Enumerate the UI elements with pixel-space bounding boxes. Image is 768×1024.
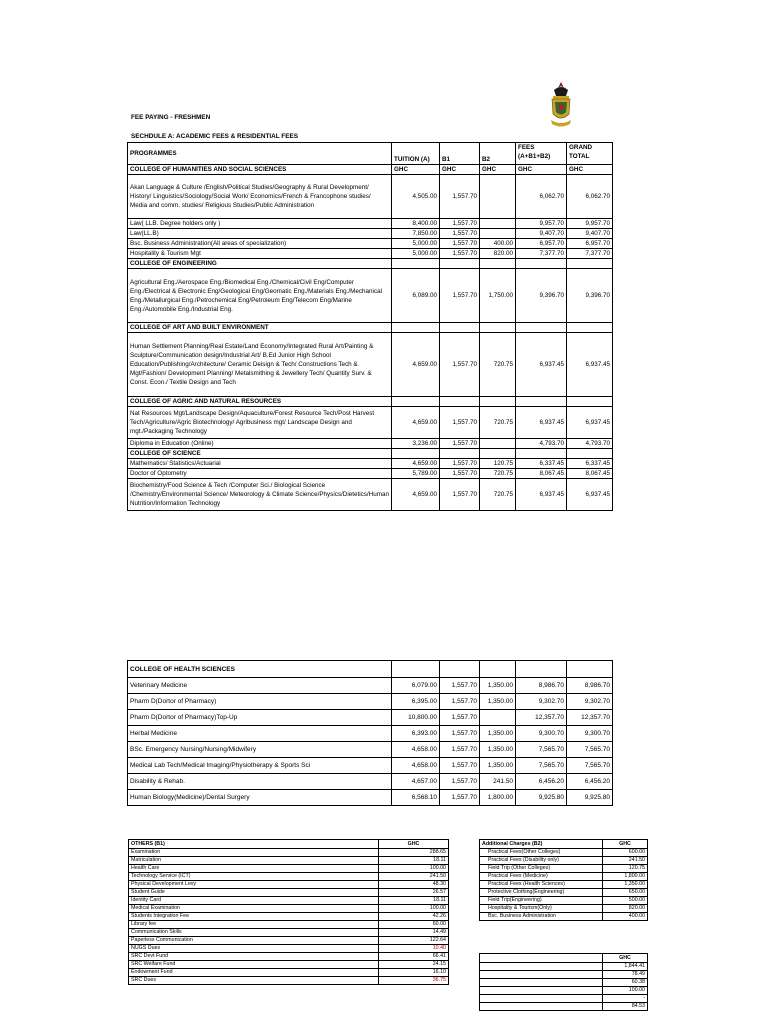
b2-value: 1,350.00 [480,678,516,694]
b1-value: 1,557.70 [440,459,480,469]
item-name [480,971,603,979]
b1-value: 1,557.70 [440,774,480,790]
grand-total-value: 9,407.70 [567,229,613,239]
item-name: NUGS Dues [129,945,379,953]
list-item [129,937,449,945]
list-item [129,921,449,929]
item-value: 100.00 [379,865,449,873]
college-section-title: COLLEGE OF ENGINEERING [128,259,392,269]
grand-total-value: 7,565.70 [567,758,613,774]
fees-value: 6,337.45 [516,459,567,469]
grand-total-value: 6,937.45 [567,407,613,439]
item-name: Practical Fees (Disability only) [480,857,603,865]
college-humanities-title: COLLEGE OF HUMANITIES AND SOCIAL SCIENCES [128,165,392,175]
item-name [480,995,603,1003]
b1-value: 1,557.70 [440,742,480,758]
b2-value: 1,350.00 [480,726,516,742]
list-item [480,889,648,897]
ghc-label: GHC [480,165,516,175]
table-row [128,710,613,726]
health-sciences-table [127,660,613,806]
item-value: 1,844.41 [603,963,648,971]
table-row [128,219,613,229]
tuition-value: 4,659.00 [392,459,440,469]
tuition-value: 6,079.00 [392,678,440,694]
ghc-label: GHC [440,165,480,175]
item-value: - [603,995,648,1003]
table-row [128,459,613,469]
programme-name: Akan Language & Culture /English/Political Studies/Geography & Rural Development/ History/ Linguistics/Sociology/Social Work/ Economics/French & Francophone studies/ Media and comm. studies/ Religious Studies/Public Administration [128,175,392,219]
b1-value: 1,557.70 [440,710,480,726]
b1-value: 1,557.70 [440,469,480,479]
item-name [480,979,603,987]
item-name: Practical Fees (Health Sciences) [480,881,603,889]
college-header-row [128,165,613,175]
grand-total-value: 4,793.70 [567,439,613,449]
item-name: Field Trip(Engineering) [480,897,603,905]
summary-ghc: GHC [603,954,648,963]
item-name: Medical Examination [129,905,379,913]
item-name: Identity Card [129,897,379,905]
tuition-value: 6,568.10 [392,790,440,806]
list-item [129,977,449,985]
list-item [129,929,449,937]
item-name: Endowment Fund [129,969,379,977]
grand-total-value: 8,067.45 [567,469,613,479]
programme-name: Human Settlement Planning/Real Estate/Land Economy/Integrated Rural Art/Painting & Sculpture/Communication design/Industrial Art/ B.Ed Junior High School Education/Publishing/Architecture/ Ceramic Deisign & Tech/ Constructions Tech & Mgt/Fashion/ Development Planning/ Metalsmithing & Jewellery Tech/ Quantity Surv. & Const. Econ./ Textile Design and Tech [128,333,392,397]
item-name: Students Integration Fee [129,913,379,921]
college-section-title: COLLEGE OF ART AND BUILT ENVIRONMENT [128,323,392,333]
document-title: FEE PAYING - FRESHMEN [131,114,211,121]
list-item [480,987,648,995]
item-name: Practical Fees(Other Colleges) [480,849,603,857]
table-row [128,239,613,249]
b1-value: 1,557.70 [440,439,480,449]
grand-total-value: 6,957.70 [567,239,613,249]
b1-value: 1,557.70 [440,269,480,323]
others-header-row [129,840,449,849]
college-section-title: COLLEGE OF AGRIC AND NATURAL RESOURCES [128,397,392,407]
others-ghc: GHC [379,840,449,849]
item-value: 820.00 [603,905,648,913]
b2-value: 1,350.00 [480,694,516,710]
list-item [480,857,648,865]
table-row [128,790,613,806]
grand-total-value: 12,357.70 [567,710,613,726]
grand-total-value: 7,565.70 [567,742,613,758]
b1-value: 1,557.70 [440,407,480,439]
fees-value: 12,357.70 [516,710,567,726]
item-name: Examination [129,849,379,857]
programme-name: Medical Lab Tech/Medical Imaging/Physiotherapy & Sports Sci [128,758,392,774]
fees-value: 7,565.70 [516,758,567,774]
item-value: 24.15 [379,961,449,969]
list-item [129,897,449,905]
item-value: 66.41 [379,953,449,961]
b2-value: 820.00 [480,249,516,259]
programme-name: Human Biology(Medicine)/Dental Surgery [128,790,392,806]
grand-total-value: 8,986.70 [567,678,613,694]
b2-value: 400.00 [480,239,516,249]
b1-value: 1,557.70 [440,479,480,511]
fees-value: 8,067.45 [516,469,567,479]
item-value: 18.11 [379,857,449,865]
fees-value: 9,957.70 [516,219,567,229]
b2-value [480,229,516,239]
additional-charges-table [479,839,648,921]
tuition-value: 6,393.00 [392,726,440,742]
header-tuition: TUITION (A) [392,143,440,165]
item-value: 1,350.00 [603,881,648,889]
item-value: 14.49 [379,929,449,937]
grand-total-value: 9,957.70 [567,219,613,229]
fees-value: 6,456.20 [516,774,567,790]
health-header-row [128,661,613,678]
tuition-value: 4,659.00 [392,333,440,397]
programme-name: Veterinary Medicine [128,678,392,694]
b1-value: 1,557.70 [440,694,480,710]
item-value: 16.10 [379,969,449,977]
list-item [480,897,648,905]
tuition-value: 4,658.00 [392,742,440,758]
fees-value: 9,300.70 [516,726,567,742]
list-item [129,873,449,881]
grand-total-value: 7,377.70 [567,249,613,259]
item-value: 48.30 [379,881,449,889]
schedule-title: SECHDULE A: ACADEMIC FEES & RESIDENTIAL FEES [131,133,298,140]
list-item [480,995,648,1003]
table-row [128,726,613,742]
tuition-value: 6,395.00 [392,694,440,710]
fees-value: 9,302.70 [516,694,567,710]
header-b2: B2 [480,143,516,165]
tuition-value: 4,659.00 [392,479,440,511]
item-name: Hospitality & Tourism(Only) [480,905,603,913]
table-row [128,175,613,219]
list-item [480,905,648,913]
item-value: 241.50 [603,857,648,865]
table-row [128,694,613,710]
item-value: 500.00 [603,897,648,905]
programme-name: Bsc. Business Administration(All areas of specialization) [128,239,392,249]
fees-value: 6,957.70 [516,239,567,249]
tuition-value: 7,850.00 [392,229,440,239]
header-fees: FEES (A+B1+B2) [516,143,567,165]
list-item [480,979,648,987]
additional-ghc: GHC [603,840,648,849]
item-name: Bsc. Business Administration [480,913,603,921]
fees-value: 7,377.70 [516,249,567,259]
summary-header-row [480,954,648,963]
fees-value: 4,793.70 [516,439,567,449]
list-item [480,913,648,921]
grand-total-value: 9,396.70 [567,269,613,323]
table-row [128,469,613,479]
list-item [129,849,449,857]
fees-value: 7,565.70 [516,742,567,758]
programme-name: Pharm D(Dortor of Pharmacy) [128,694,392,710]
b1-value: 1,557.70 [440,333,480,397]
table-row [128,479,613,511]
item-name: Practical Fees (Medicine) [480,873,603,881]
b2-value [480,439,516,449]
college-section-row [128,449,613,459]
list-item [129,913,449,921]
programme-name: Law( LLB. Degree holders only ) [128,219,392,229]
ghc-label: GHC [567,165,613,175]
list-item [129,905,449,913]
b2-value [480,175,516,219]
fees-value: 6,937.45 [516,407,567,439]
tuition-value: 3,236.00 [392,439,440,449]
b1-value: 1,557.70 [440,175,480,219]
b2-value: 720.75 [480,469,516,479]
grand-total-value: 9,925.80 [567,790,613,806]
college-section-row [128,323,613,333]
tuition-value: 4,658.00 [392,758,440,774]
b2-value: 720.75 [480,333,516,397]
fees-value: 9,396.70 [516,269,567,323]
b2-value: 720.75 [480,407,516,439]
header-grand-total: GRAND TOTAL [567,143,613,165]
grand-total-value: 9,300.70 [567,726,613,742]
additional-header-row [480,840,648,849]
list-item [129,969,449,977]
others-b1-table [128,839,449,985]
item-value: 60.00 [379,921,449,929]
item-name: Paperless Communication [129,937,379,945]
b2-value [480,219,516,229]
table-row [128,439,613,449]
item-name: Protective Clothing(Engineering) [480,889,603,897]
ghc-label: GHC [392,165,440,175]
grand-total-value: 9,302.70 [567,694,613,710]
grand-total-value: 6,937.45 [567,479,613,511]
list-item [129,889,449,897]
list-item [129,881,449,889]
list-item [129,953,449,961]
item-value: 18.11 [379,897,449,905]
fees-value: 6,937.45 [516,333,567,397]
grand-total-value: 6,337.45 [567,459,613,469]
b1-value: 1,557.70 [440,678,480,694]
b1-value: 1,557.70 [440,229,480,239]
b2-value: 1,350.00 [480,742,516,758]
college-section-row [128,259,613,269]
item-name [480,963,603,971]
item-name: SRC Welfare Fund [129,961,379,969]
programme-name: Law(LL.B) [128,229,392,239]
b1-value: 1,557.70 [440,249,480,259]
item-value: 400.00 [603,913,648,921]
programme-name: Nat Resources Mgt/Landscape Design/Aquaculture/Forest Resource Tech/Post Harvest Tech/Agriculture/Agric Biotechnology/ Agribusiness mgt/ Landscape Design and mgt./Packaging Technology [128,407,392,439]
item-value: 120.75 [603,865,648,873]
table-row [128,742,613,758]
item-value: 26.57 [379,889,449,897]
table-row [128,407,613,439]
list-item [480,881,648,889]
header-programmes: PROGRAMMES [128,143,392,165]
tuition-value: 4,505.00 [392,175,440,219]
fees-value: 9,407.70 [516,229,567,239]
b1-value: 1,557.70 [440,239,480,249]
table-row [128,269,613,323]
item-value: 241.50 [379,873,449,881]
b2-value: 720.75 [480,479,516,511]
programme-name: Hospitality & Tourism Mgt [128,249,392,259]
b1-value: 1,557.70 [440,790,480,806]
programme-name: Herbal Medicine [128,726,392,742]
tuition-value: 5,789.00 [392,469,440,479]
table-row [128,758,613,774]
list-item [480,1003,648,1011]
programme-name: Doctor of Optometry [128,469,392,479]
item-name [480,1003,603,1011]
summary-table [479,953,648,1011]
list-item [129,961,449,969]
item-name: Field Trip (Other Colleges) [480,865,603,873]
item-value: 1,800.00 [603,873,648,881]
grand-total-value: 6,937.45 [567,333,613,397]
item-name: Communication Skills [129,929,379,937]
table-row [128,678,613,694]
b1-value: 1,557.70 [440,219,480,229]
grand-total-value: 6,062.70 [567,175,613,219]
item-name: Matriculation [129,857,379,865]
programme-name: Disability & Rehab. [128,774,392,790]
b2-value: 120.75 [480,459,516,469]
item-name [480,987,603,995]
list-item [480,865,648,873]
item-value: 650.00 [603,889,648,897]
programme-name: Mathematics/ Statistics/Actuarial [128,459,392,469]
list-item [129,945,449,953]
table-row [128,774,613,790]
item-name: SRC Dues [129,977,379,985]
item-value: 42.26 [379,913,449,921]
others-title: OTHERS (B1) [129,840,379,849]
college-section-row [128,397,613,407]
item-value: 600.00 [603,849,648,857]
item-value: 60.38 [603,979,648,987]
additional-title: Additional Charges (B2) [480,840,603,849]
item-value: 100.00 [379,905,449,913]
fees-value: 8,986.70 [516,678,567,694]
tuition-value: 6,089.00 [392,269,440,323]
academic-fees-table [127,142,613,511]
list-item [480,873,648,881]
tuition-value: 10,800.00 [392,710,440,726]
b2-value: 1,800.00 [480,790,516,806]
programme-name: Biochemistry/Food Science & Tech /Computer Sci./ Biological Science /Chemistry/Environmental Science/ Meteorology & Climate Science/Physics/Dietetics/Human Nutrition/Information Technology [128,479,392,511]
programme-name: Diploma in Education (Online) [128,439,392,449]
item-value: 10.40 [379,945,449,953]
tuition-value: 8,400.00 [392,219,440,229]
list-item [480,963,648,971]
b2-value: 1,350.00 [480,758,516,774]
fees-value: 6,062.70 [516,175,567,219]
list-item [480,971,648,979]
item-value: 84.53 [603,1003,648,1011]
header-b1: B1 [440,143,480,165]
item-value: 36.75 [379,977,449,985]
college-section-title: COLLEGE OF SCIENCE [128,449,392,459]
item-name: SRC Devt Fund [129,953,379,961]
b1-value: 1,557.70 [440,726,480,742]
item-name: Technology Service (ICT) [129,873,379,881]
b2-value: 241.50 [480,774,516,790]
tuition-value: 4,657.00 [392,774,440,790]
programme-name: Agricultural Eng./Aerospace Eng./Biomedical Eng./Chemical/Civil Eng/Computer Eng./Electrical & Electronic Eng/Geological Eng/Geomatic Eng./Materials Eng./Mechanical Eng./Metallurgical Eng./Petrochemical Eng/Petroleum Eng/Telecom Eng/Marine Eng./Automobile Eng./Industrial Eng. [128,269,392,323]
item-value: 288.65 [379,849,449,857]
table-header-row [128,143,613,165]
grand-total-value: 6,456.20 [567,774,613,790]
university-crest-icon [548,80,574,132]
college-health-title: COLLEGE OF HEALTH SCIENCES [128,661,392,678]
item-value: 78.49 [603,971,648,979]
programme-name: Pharm D(Dortor of Pharmacy)Top-Up [128,710,392,726]
item-name: Health Care [129,865,379,873]
table-row [128,249,613,259]
b2-value [480,710,516,726]
tuition-value: 5,000.00 [392,239,440,249]
item-value: 122.64 [379,937,449,945]
list-item [129,857,449,865]
fees-value: 6,937.45 [516,479,567,511]
list-item [129,865,449,873]
fees-value: 9,925.80 [516,790,567,806]
b1-value: 1,557.70 [440,758,480,774]
ghc-label: GHC [516,165,567,175]
item-name: Physical Development Levy [129,881,379,889]
item-name: Library fee [129,921,379,929]
tuition-value: 4,659.00 [392,407,440,439]
item-value: 100.00 [603,987,648,995]
b2-value: 1,750.00 [480,269,516,323]
programme-name: BSc. Emergency Nursing/Nursing/Midwifery [128,742,392,758]
tuition-value: 5,000.00 [392,249,440,259]
list-item [480,849,648,857]
table-row [128,229,613,239]
table-row [128,333,613,397]
item-name: Student Guide [129,889,379,897]
